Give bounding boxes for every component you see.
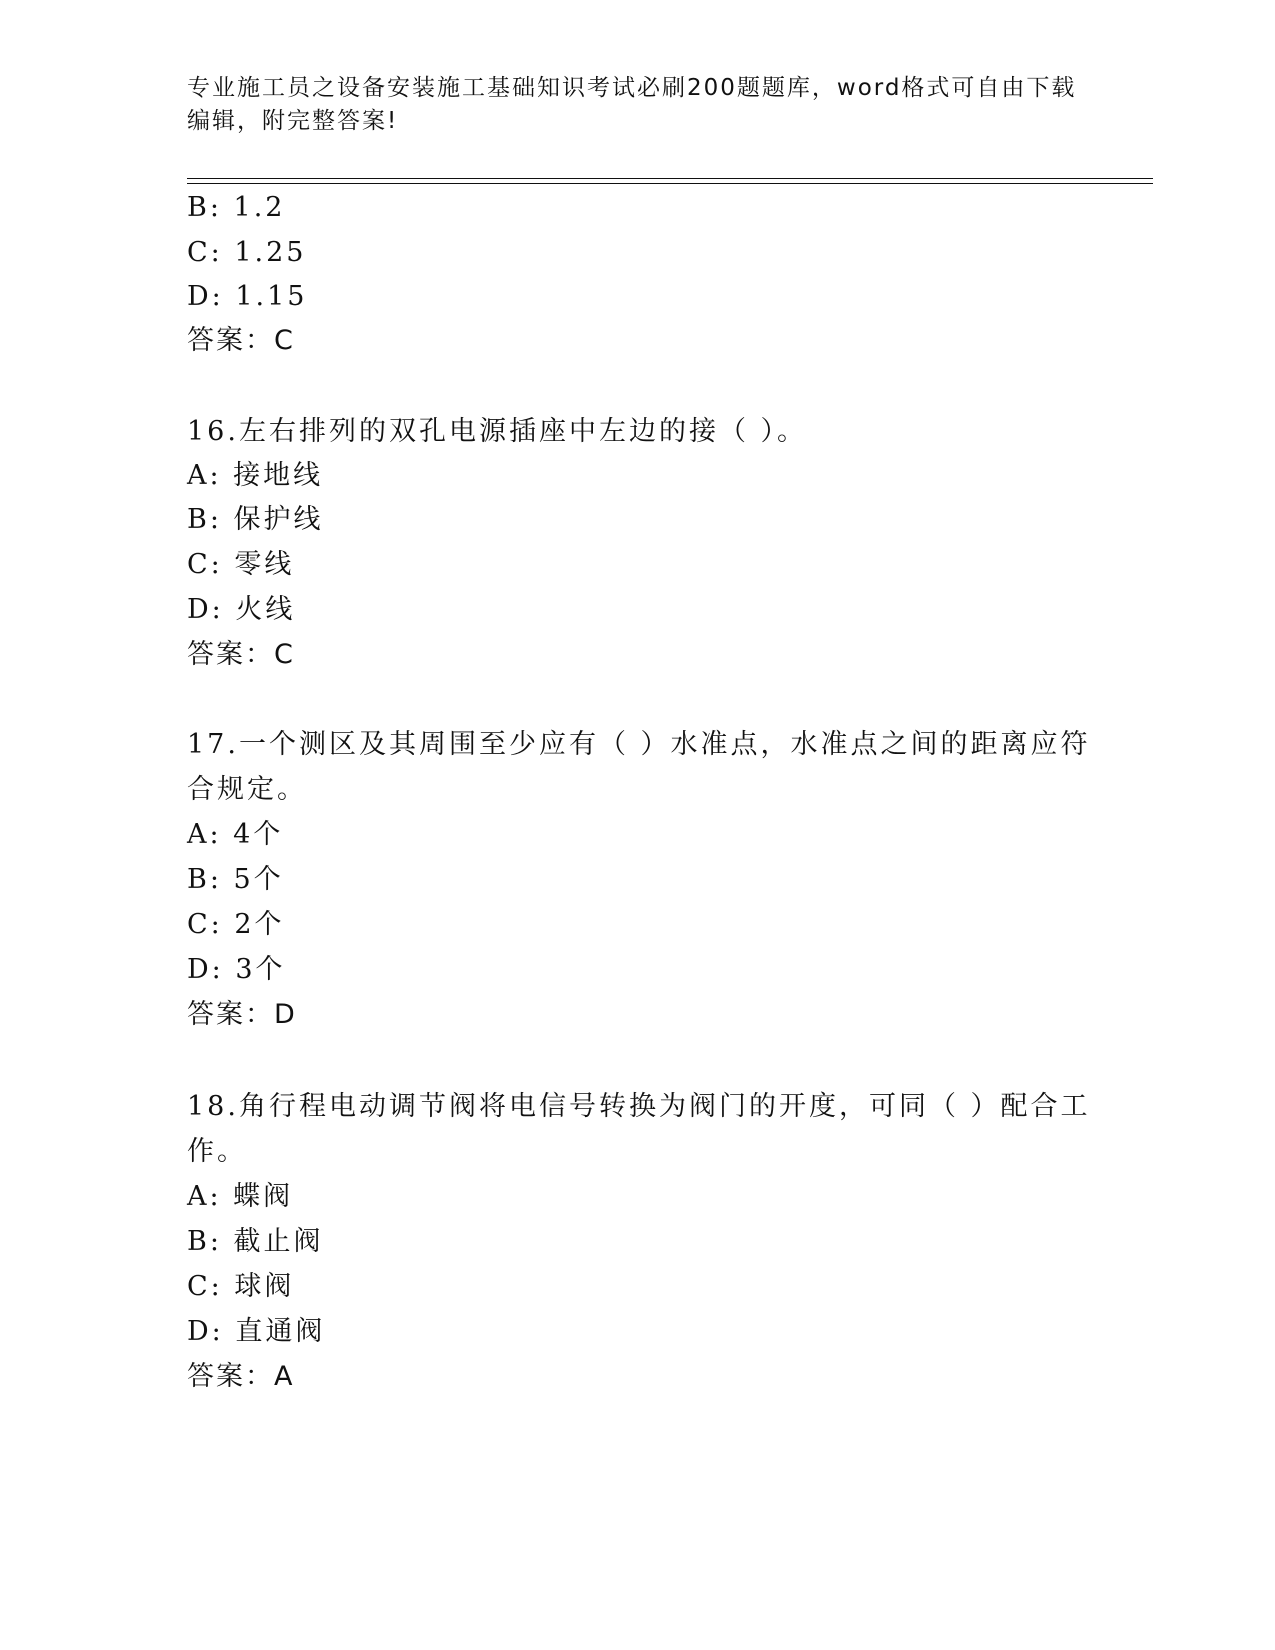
q16-option-d: D: 火线 (187, 594, 296, 625)
header-title-line-2: 编辑，附完整答案! (187, 108, 399, 134)
q16-option-b: B: 保护线 (187, 504, 324, 535)
q17-answer: 答案：D (187, 999, 297, 1030)
q18-option-d: D: 直通阀 (187, 1316, 326, 1347)
header-divider-top (187, 178, 1153, 179)
q17-question-line-2: 合规定。 (187, 774, 307, 805)
q16-answer: 答案：C (187, 639, 295, 670)
q15-option-d: D: 1.15 (187, 281, 308, 312)
q18-option-b: B: 截止阀 (187, 1226, 324, 1257)
header-title-line-1: 专业施工员之设备安装施工基础知识考试必刷200题题库，word格式可自由下载 (187, 75, 1077, 101)
q15-option-c: C: 1.25 (187, 237, 307, 268)
q18-question-line-2: 作。 (187, 1136, 247, 1167)
q17-option-c: C: 2个 (187, 909, 285, 940)
document-header (187, 72, 1077, 138)
q16-option-c: C: 零线 (187, 549, 295, 580)
q17-option-d: D: 3个 (187, 954, 286, 985)
q18-option-a: A: 蝶阀 (187, 1181, 294, 1212)
q16-option-a: A: 接地线 (187, 460, 324, 491)
q17-question-line-1: 17.一个测区及其周围至少应有（ ）水准点，水准点之间的距离应符 (187, 729, 1091, 760)
q15-option-b: B: 1.2 (187, 192, 286, 223)
q16-question: 16.左右排列的双孔电源插座中左边的接（ ）。 (187, 416, 808, 447)
q15-answer: 答案：C (187, 325, 295, 356)
q18-option-c: C: 球阀 (187, 1271, 295, 1302)
q18-answer: 答案：A (187, 1361, 295, 1392)
q17-option-b: B: 5个 (187, 864, 284, 895)
header-divider-bottom (187, 183, 1153, 184)
q17-option-a: A: 4个 (187, 819, 284, 850)
q18-question-line-1: 18.角行程电动调节阀将电信号转换为阀门的开度，可同（ ）配合工 (187, 1091, 1091, 1122)
